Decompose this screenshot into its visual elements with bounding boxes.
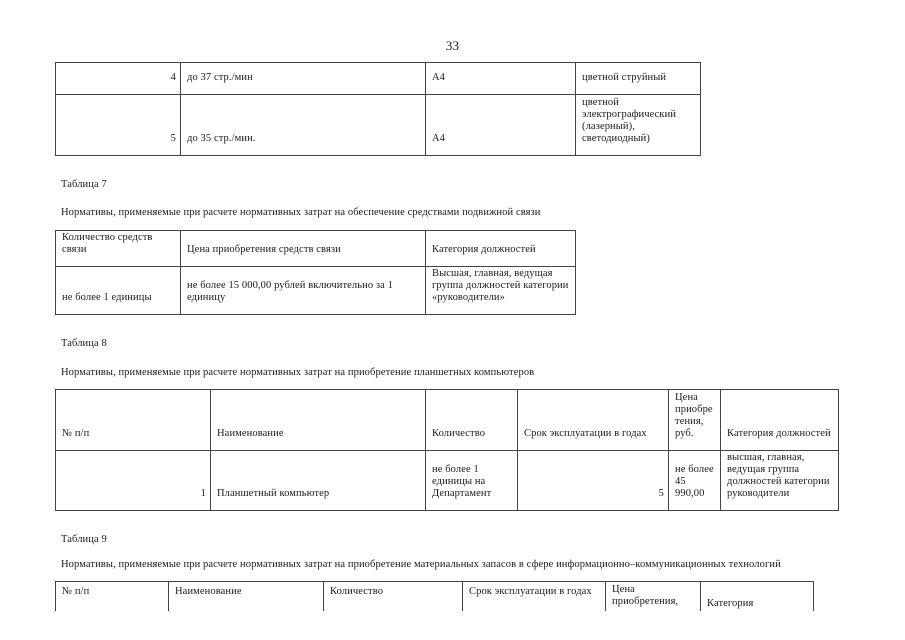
table-7-caption: Таблица 7	[61, 179, 107, 190]
table-8-header-number: № п/п	[56, 390, 211, 451]
table-9	[55, 581, 814, 611]
table-7	[55, 230, 576, 315]
page-number: 33	[445, 38, 460, 53]
printer-row-4-format: A4	[426, 63, 576, 95]
table-8-header-price: Цена приобретения, руб.	[669, 390, 721, 451]
printer-row-5-speed: до 35 стр./мин.	[181, 95, 426, 156]
printer-row-5-number: 5	[56, 95, 181, 156]
printer-row-4-speed: до 37 стр./мин	[181, 63, 426, 95]
table-8-title: Нормативы, применяемые при расчете нормативных затрат на приобретение планшетных компьютеров	[61, 367, 535, 378]
table-7-header-price: Цена приобретения средств связи	[181, 231, 426, 267]
table-9-header-name: Наименование	[169, 582, 324, 611]
table-7-title: Нормативы, применяемые при расчете нормативных затрат на обеспечение средствами подвижной связи	[61, 207, 541, 218]
table-7-row-price: не более 15 000,00 рублей включительно за 1 единицу	[181, 267, 426, 315]
table-9-caption: Таблица 9	[61, 534, 107, 545]
table-9-header-category: Категория	[701, 582, 814, 611]
table-8-row-service-life: 5	[518, 451, 669, 511]
table-7-header-category: Категория должностей	[426, 231, 576, 267]
table-7-row-category: Высшая, главная, ведущая группа должностей категории «руководители»	[426, 267, 576, 315]
table-8-caption: Таблица 8	[61, 338, 107, 349]
table-9-header-number: № п/п	[56, 582, 169, 611]
printer-row-4-type: цветной струйный	[576, 63, 701, 95]
printer-row-5-format: A4	[426, 95, 576, 156]
printer-row-5-type: цветной электрографический (лазерный), светодиодный)	[576, 95, 701, 156]
table-8-header-name: Наименование	[211, 390, 426, 451]
table-9-clip	[55, 581, 815, 611]
table-8-row-category: высшая, главная, ведущая группа должностей категории руководители	[721, 451, 839, 511]
table-7-row-quantity: не более 1 единицы	[56, 267, 181, 315]
table-9-title: Нормативы, применяемые при расчете нормативных затрат на приобретение материальных запасов в сфере информационно–коммуникационных технологий	[61, 559, 781, 570]
table-8	[55, 389, 839, 511]
printer-row-4-number: 4	[56, 63, 181, 95]
table-8-header-quantity: Количество	[426, 390, 518, 451]
printer-table	[55, 62, 701, 156]
table-7-header-quantity: Количество средств связи	[56, 231, 181, 267]
table-8-header-service-life: Срок эксплуатации в годах	[518, 390, 669, 451]
table-8-row-name: Планшетный компьютер	[211, 451, 426, 511]
table-8-row-price: не более 45 990,00	[669, 451, 721, 511]
table-9-header-service-life: Срок эксплуатации в годах	[463, 582, 606, 611]
table-8-row-quantity: не более 1 единицы на Департамент	[426, 451, 518, 511]
table-8-header-category: Категория должностей	[721, 390, 839, 451]
table-9-header-quantity: Количество	[324, 582, 463, 611]
table-9-header-price: Цена приобретения,	[606, 582, 701, 611]
table-8-row-number: 1	[56, 451, 211, 511]
